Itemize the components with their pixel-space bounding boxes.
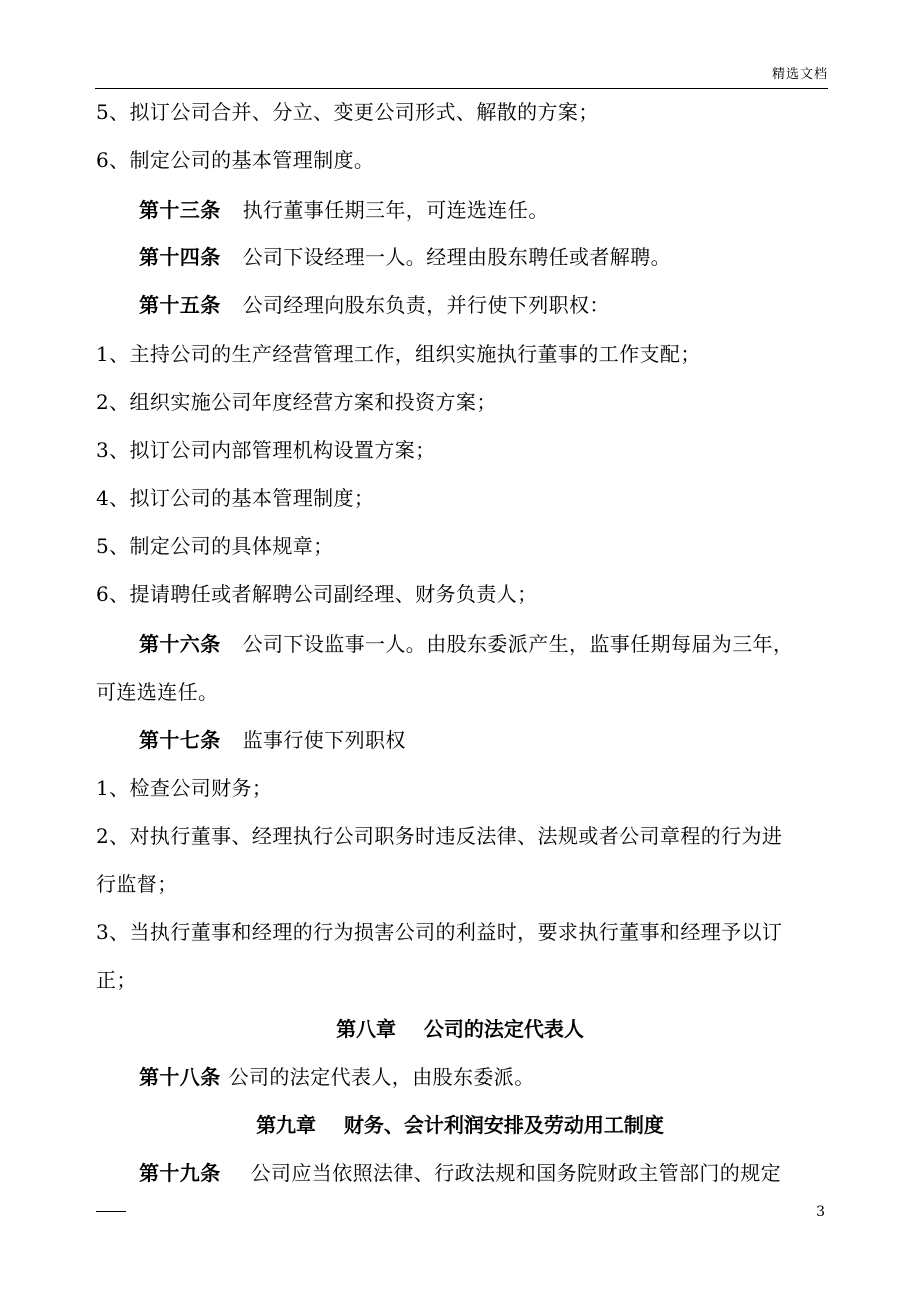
article-17-title: 第十七条 xyxy=(139,728,221,752)
article-18 xyxy=(139,1065,535,1089)
supervisor-duty-1: 1、检查公司财务； xyxy=(96,776,273,800)
article-19-text: 公司应当依照法律、行政法规和国务院财政主管部门的规定 xyxy=(250,1161,782,1185)
supervisor-duty-2-continuation: 行监督； xyxy=(96,872,178,896)
manager-duty-2: 2、组织实施公司年度经营方案和投资方案； xyxy=(96,390,497,414)
item-line-6: 6、制定公司的基本管理制度。 xyxy=(96,148,375,172)
item-line-5: 5、拟订公司合并、分立、变更公司形式、解散的方案； xyxy=(96,100,599,124)
manager-duty-6: 6、提请聘任或者解聘公司副经理、财务负责人； xyxy=(96,582,538,606)
article-14-title: 第十四条 xyxy=(139,245,221,269)
supervisor-duty-3-continuation: 正； xyxy=(96,968,137,992)
article-18-text: 公司的法定代表人，由股东委派。 xyxy=(228,1065,535,1089)
supervisor-duty-3: 3、当执行董事和经理的行为损害公司的利益时，要求执行董事和经理予以订 xyxy=(96,920,783,944)
article-16-text: 公司下设监事一人。由股东委派产生，监事任期每届为三年， xyxy=(242,632,794,656)
article-13-title: 第十三条 xyxy=(139,198,221,222)
article-19-title: 第十九条 xyxy=(139,1161,221,1185)
supervisor-duty-2: 2、对执行董事、经理执行公司职务时违反法律、法规或者公司章程的行为进 xyxy=(96,824,783,848)
header-label: 精选文档 xyxy=(771,67,828,82)
article-15 xyxy=(139,293,610,317)
manager-duty-4: 4、拟订公司的基本管理制度； xyxy=(96,486,375,510)
article-15-title: 第十五条 xyxy=(139,293,221,317)
manager-duty-1: 1、主持公司的生产经营管理工作，组织实施执行董事的工作支配； xyxy=(96,342,701,366)
header-divider xyxy=(95,88,828,89)
article-16-continuation: 可连选连任。 xyxy=(96,680,219,704)
article-13-text: 执行董事任期三年，可连选连任。 xyxy=(242,198,549,222)
article-14 xyxy=(139,245,671,269)
chapter-8-heading: 第八章 公司的法定代表人 xyxy=(336,1017,584,1041)
chapter-9-heading: 第九章 财务、会计利润安排及劳动用工制度 xyxy=(256,1113,664,1137)
manager-duty-3: 3、拟订公司内部管理机构设置方案； xyxy=(96,438,436,462)
footer-mark xyxy=(96,1211,126,1212)
article-16 xyxy=(139,632,793,656)
article-17 xyxy=(139,728,406,752)
article-15-text: 公司经理向股东负责，并行使下列职权： xyxy=(242,293,610,317)
article-19 xyxy=(139,1161,781,1185)
page-number: 3 xyxy=(816,1204,825,1220)
manager-duty-5: 5、制定公司的具体规章； xyxy=(96,534,334,558)
article-14-text: 公司下设经理一人。经理由股东聘任或者解聘。 xyxy=(242,245,672,269)
article-17-text: 监事行使下列职权 xyxy=(242,728,406,752)
article-13 xyxy=(139,198,549,222)
article-18-title: 第十八条 xyxy=(139,1065,221,1089)
article-16-title: 第十六条 xyxy=(139,632,221,656)
